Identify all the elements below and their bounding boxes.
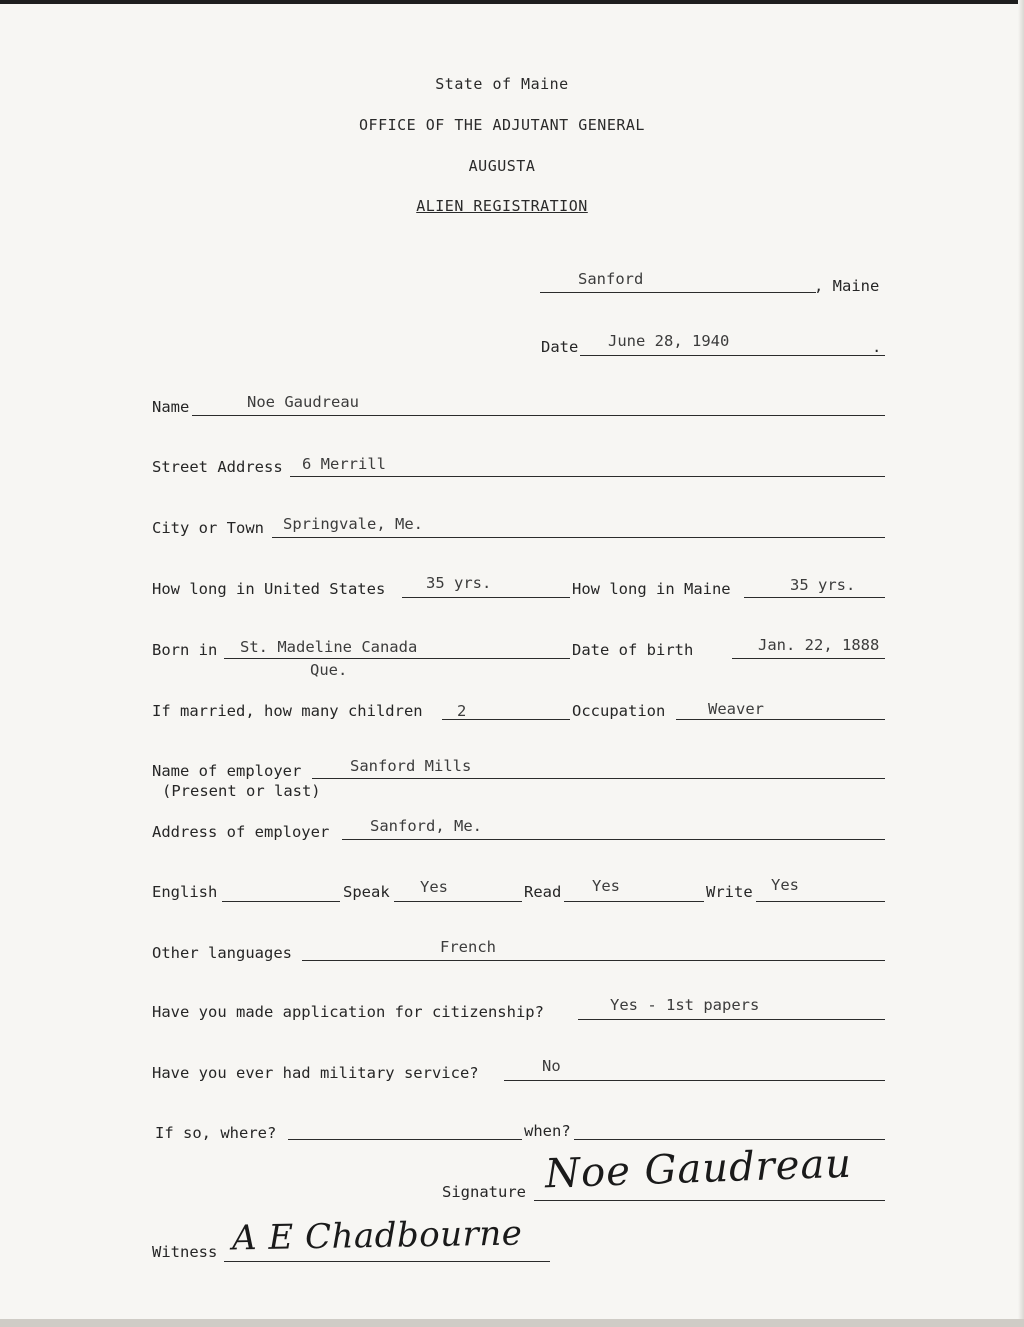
- born-in-label: Born in: [152, 641, 218, 659]
- signature-line: [534, 1200, 885, 1201]
- street-address-line: [290, 476, 885, 477]
- employer-address-value: Sanford, Me.: [370, 817, 482, 835]
- service-where-label: If so, where?: [155, 1124, 277, 1142]
- date-value: June 28, 1940: [608, 332, 730, 350]
- citizenship-line: [578, 1019, 885, 1020]
- service-when-line: [574, 1139, 885, 1140]
- employer-name-sublabel: (Present or last): [162, 782, 321, 800]
- service-where-line: [288, 1139, 522, 1140]
- speak-value: Yes: [420, 878, 448, 896]
- town-line: [540, 292, 816, 293]
- date-line: [580, 355, 885, 356]
- scan-edge-top: [0, 0, 1024, 4]
- military-label: Have you ever had military service?: [152, 1064, 479, 1082]
- speak-label: Speak: [343, 883, 390, 901]
- employer-name-line: [312, 778, 885, 779]
- form-title: ALIEN REGISTRATION: [416, 197, 588, 215]
- military-line: [504, 1080, 885, 1081]
- born-in-province: Que.: [310, 661, 348, 679]
- name-value: Noe Gaudreau: [247, 393, 359, 411]
- born-in-value: St. Madeline Canada: [240, 638, 418, 656]
- name-label: Name: [152, 398, 190, 416]
- years-maine-line: [744, 597, 885, 598]
- years-maine-value: 35 yrs.: [790, 576, 856, 594]
- read-line: [564, 901, 704, 902]
- read-label: Read: [524, 883, 562, 901]
- write-value: Yes: [771, 876, 799, 894]
- occupation-value: Weaver: [708, 700, 764, 718]
- other-languages-value: French: [440, 938, 496, 956]
- english-line: [222, 901, 340, 902]
- witness-line: [224, 1261, 550, 1262]
- children-line: [442, 719, 570, 720]
- street-address-label: Street Address: [152, 458, 283, 476]
- write-label: Write: [706, 883, 753, 901]
- write-line: [756, 901, 885, 902]
- english-label: English: [152, 883, 218, 901]
- town-value: Sanford: [578, 270, 644, 288]
- service-when-label: when?: [524, 1122, 571, 1140]
- born-in-line: [224, 658, 570, 659]
- speak-line: [394, 901, 522, 902]
- witness-handwriting: A E Chadbourne: [231, 1213, 523, 1259]
- scan-edge-right: [1018, 0, 1024, 1327]
- city-line: [272, 537, 885, 538]
- city-value: Springvale, Me.: [283, 515, 423, 533]
- header-state: State of Maine: [435, 75, 569, 93]
- military-value: No: [542, 1057, 561, 1075]
- city-label: City or Town: [152, 519, 264, 537]
- dob-line: [732, 658, 885, 659]
- citizenship-label: Have you made application for citizenship?: [152, 1003, 544, 1021]
- header-city: AUGUSTA: [468, 157, 536, 175]
- years-us-value: 35 yrs.: [426, 574, 492, 592]
- town-suffix: , Maine: [814, 277, 880, 295]
- dob-label: Date of birth: [572, 641, 694, 659]
- employer-address-label: Address of employer: [152, 823, 330, 841]
- other-languages-label: Other languages: [152, 944, 292, 962]
- years-us-label: How long in United States: [152, 580, 386, 598]
- witness-label: Witness: [152, 1243, 218, 1261]
- date-label: Date: [541, 338, 579, 356]
- street-address-value: 6 Merrill: [302, 455, 386, 473]
- signature-handwriting: Noe Gaudreau: [544, 1140, 853, 1198]
- citizenship-value: Yes - 1st papers: [610, 996, 760, 1014]
- employer-name-value: Sanford Mills: [350, 757, 472, 775]
- years-maine-label: How long in Maine: [572, 580, 731, 598]
- occupation-label: Occupation: [572, 702, 666, 720]
- header-office: OFFICE OF THE ADJUTANT GENERAL: [359, 116, 645, 134]
- children-value: 2: [457, 702, 467, 720]
- employer-name-label: Name of employer: [152, 762, 302, 780]
- dob-value: Jan. 22, 1888: [758, 636, 880, 654]
- name-line: [192, 415, 885, 416]
- children-label: If married, how many children: [152, 702, 423, 720]
- years-us-line: [402, 597, 570, 598]
- occupation-line: [676, 719, 885, 720]
- date-end: .: [872, 338, 882, 356]
- signature-label: Signature: [442, 1183, 526, 1201]
- scan-edge-bottom: [0, 1319, 1024, 1327]
- employer-address-line: [342, 839, 885, 840]
- other-languages-line: [302, 960, 885, 961]
- read-value: Yes: [592, 877, 620, 895]
